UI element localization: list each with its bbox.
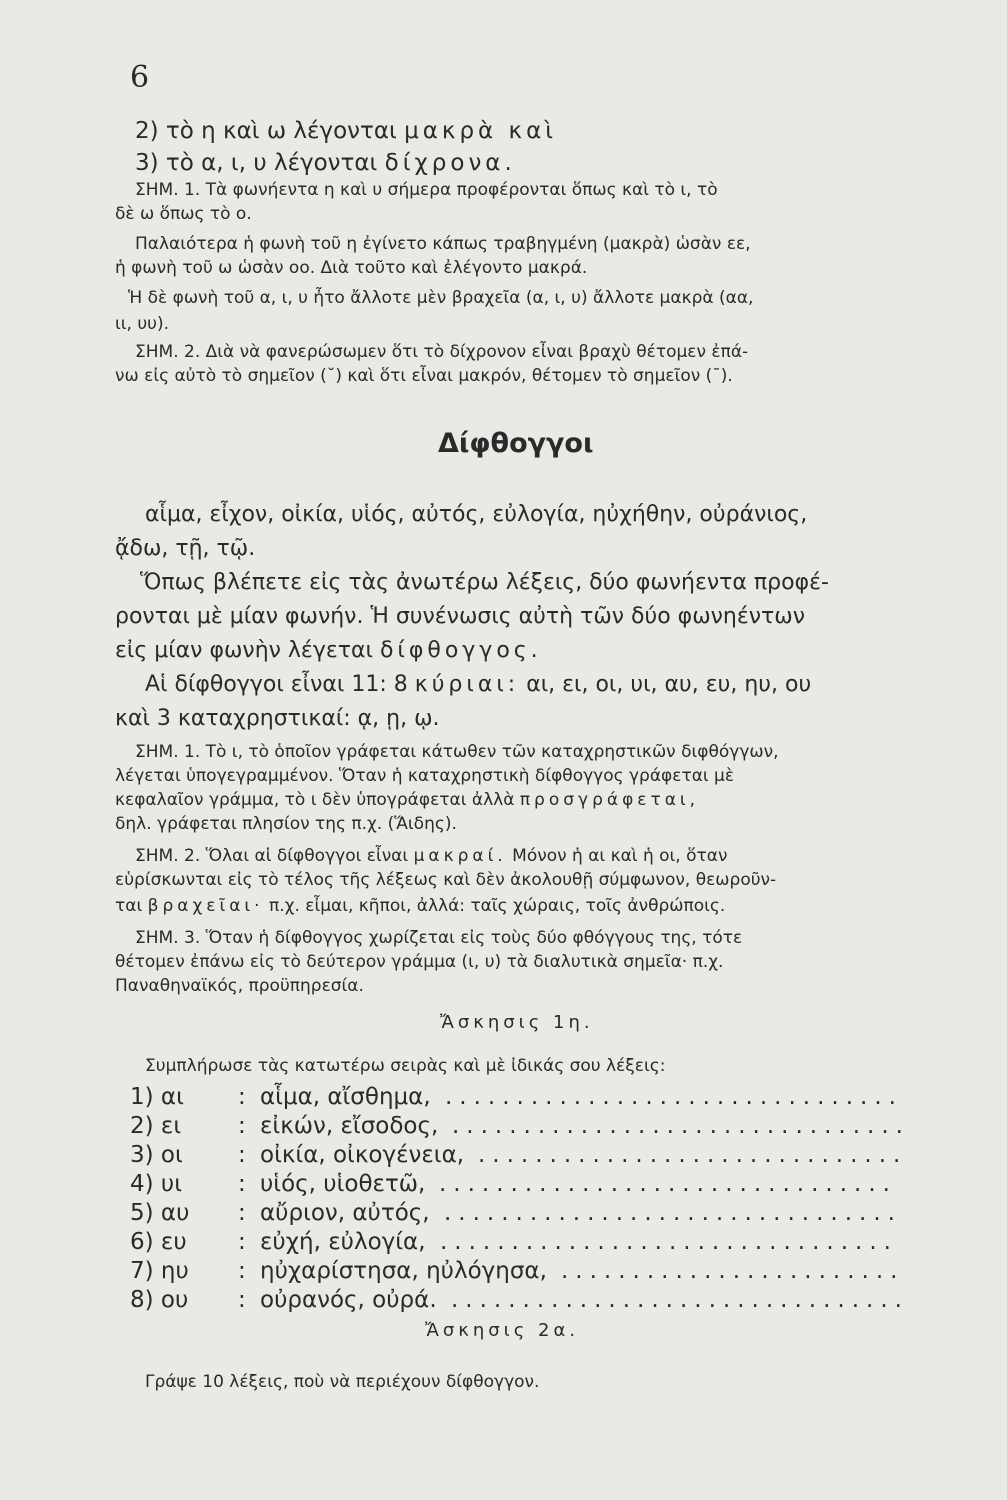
- note-5-line-2: θέτομεν ἐπάνω εἰς τὸ δεύτερον γράμμα (ι, υ) τὰ διαλυτικὰ σημεῖα· π.χ.: [115, 952, 724, 972]
- note-5-line-3: Παναθηναϊκός, προϋπηρεσία.: [115, 976, 364, 996]
- note-1-line-6: ιι, υυ).: [115, 314, 170, 334]
- exercise-row-label: 1) αι: [130, 1084, 184, 1110]
- exercise-row-words: ηὐχαρίστησα, ηὐλόγησα,: [260, 1258, 547, 1284]
- intro-line-3: 3) τὸ α, ι, υ λέγονται δίχρονα.: [135, 150, 516, 176]
- exercise-row: [130, 1142, 910, 1170]
- exercise-row-words: υἱός, υἱοθετῶ,: [260, 1171, 426, 1197]
- exercise-1-instruction: Συμπλήρωσε τὰς κατωτέρω σειρὰς καὶ μὲ ἰδικάς σου λέξεις:: [145, 1056, 666, 1076]
- note-2-line-1: ΣΗΜ. 2. Διὰ νὰ φανερώσωμεν ὅτι τὸ δίχρονον εἶναι βραχὺ θέτομεν ἐπά-: [135, 342, 749, 362]
- exercise-row-blank[interactable]: ..............................: [478, 1142, 908, 1168]
- exercise-row: [130, 1229, 910, 1257]
- exercise-row-label: 3) οι: [130, 1142, 183, 1168]
- exercise-row: [130, 1287, 910, 1315]
- body-line-4: ρονται μὲ μίαν φωνήν. Ἡ συνένωσις αὐτὴ τῶν δύο φωνηέντων: [115, 604, 805, 629]
- exercise-row-words: εἰκών, εἴσοδος,: [260, 1113, 439, 1139]
- exercise-row-colon: :: [238, 1287, 246, 1313]
- note-2-line-2: νω εἰς αὐτὸ τὸ σημεῖον (˘) καὶ ὅτι εἶναι μακρόν, θέτομεν τὸ σημεῖον (¯).: [115, 366, 733, 386]
- page-number: 6: [130, 60, 150, 95]
- body-line-6: Αἱ δίφθογγοι εἶναι 11: 8 κύριαι: αι, ει, οι, υι, αυ, ευ, ηυ, ου: [145, 672, 812, 697]
- exercise-row-colon: :: [238, 1084, 246, 1110]
- exercise-row-blank[interactable]: ................................: [445, 1084, 903, 1110]
- note-1-line-4: ἡ φωνὴ τοῦ ω ὡσὰν οο. Διὰ τοῦτο καὶ ἐλέγοντο μακρά.: [115, 258, 588, 278]
- exercise-row: [130, 1084, 910, 1112]
- exercise-row-blank[interactable]: ................................: [444, 1200, 902, 1226]
- exercise-row: [130, 1171, 910, 1199]
- note-1-line-1: ΣΗΜ. 1. Τὰ φωνήεντα η καὶ υ σήμερα προφέρονται ὅπως καὶ τὸ ι, τὸ: [135, 180, 718, 200]
- note-5-line-1: ΣΗΜ. 3. Ὅταν ἡ δίφθογγος χωρίζεται εἰς τοὺς δύο φθόγγους της, τότε: [135, 928, 743, 948]
- exercise-row-label: 8) ου: [130, 1287, 189, 1313]
- body-line-5: εἰς μίαν φωνὴν λέγεται δίφθογγος.: [115, 638, 542, 663]
- exercise-row-words: αἷμα, αἴσθημα,: [260, 1084, 431, 1110]
- body-line-2: ᾄδω, τῇ, τῷ.: [115, 536, 256, 561]
- exercise-row-colon: :: [238, 1258, 246, 1284]
- exercise-row-words: εὐχή, εὐλογία,: [260, 1229, 426, 1255]
- exercise-row: [130, 1258, 910, 1286]
- exercise-row-blank[interactable]: ................................: [452, 1113, 910, 1139]
- note-3-line-4: δηλ. γράφεται πλησίον της π.χ. (Ἅιδης).: [115, 814, 457, 834]
- note-4-line-3: ται βραχεῖαι· π.χ. εἶμαι, κῆποι, ἀλλά: ταῖς χώραις, τοῖς ἀνθρώποις.: [115, 896, 726, 916]
- exercise-row-words: οὐρανός, οὐρά.: [260, 1287, 437, 1313]
- note-1-line-3: Παλαιότερα ἡ φωνὴ τοῦ η ἐγίνετο κάπως τραβηγμένη (μακρὰ) ὡσὰν εε,: [135, 234, 751, 254]
- exercise-row-colon: :: [238, 1113, 246, 1139]
- exercise-2-heading: Ἄσκησις 2α.: [425, 1320, 580, 1341]
- section-title: Δίφθογγοι: [438, 428, 594, 459]
- exercise-row: [130, 1200, 910, 1228]
- body-line-3: Ὅπως βλέπετε εἰς τὰς ἀνωτέρω λέξεις, δύο φωνήεντα προφέ-: [140, 570, 829, 595]
- exercise-row-blank[interactable]: ........................: [561, 1258, 905, 1284]
- exercise-row-blank[interactable]: ................................: [451, 1287, 909, 1313]
- body-line-7: καὶ 3 καταχρηστικαί: ᾳ, ῃ, ῳ.: [115, 706, 440, 731]
- exercise-row-words: αὔριον, αὐτός,: [260, 1200, 430, 1226]
- intro-line-2: 2) τὸ η καὶ ω λέγονται μακρὰ καὶ: [135, 118, 558, 144]
- exercise-row-colon: :: [238, 1142, 246, 1168]
- note-4-line-1: ΣΗΜ. 2. Ὅλαι αἱ δίφθογγοι εἶναι μακραί. Μόνον ἡ αι καὶ ἡ οι, ὅταν: [135, 846, 728, 866]
- exercise-row-label: 2) ει: [130, 1113, 182, 1139]
- note-4-line-2: εὑρίσκωνται εἰς τὸ τέλος τῆς λέξεως καὶ δὲν ἀκολουθῇ σύμφωνον, θεωροῦν-: [115, 870, 777, 890]
- exercise-row-colon: :: [238, 1229, 246, 1255]
- exercise-row-label: 4) υι: [130, 1171, 183, 1197]
- note-1-line-2: δὲ ω ὅπως τὸ ο.: [115, 204, 252, 224]
- exercise-row-label: 5) αυ: [130, 1200, 190, 1226]
- note-3-line-1: ΣΗΜ. 1. Τὸ ι, τὸ ὁποῖον γράφεται κάτωθεν τῶν καταχρηστικῶν διφθόγγων,: [135, 742, 779, 762]
- note-3-line-2: λέγεται ὑπογεγραμμένον. Ὅταν ἡ καταχρηστικὴ δίφθογγος γράφεται μὲ: [115, 766, 735, 786]
- exercise-row: [130, 1113, 910, 1141]
- exercise-1-heading: Ἄσκησις 1η.: [440, 1012, 594, 1033]
- exercise-row-colon: :: [238, 1200, 246, 1226]
- exercise-row-label: 7) ηυ: [130, 1258, 189, 1284]
- exercise-row-blank[interactable]: ................................: [439, 1171, 897, 1197]
- exercise-row-blank[interactable]: ................................: [440, 1229, 898, 1255]
- exercise-row-colon: :: [238, 1171, 246, 1197]
- exercise-row-words: οἰκία, οἰκογένεια,: [260, 1142, 465, 1168]
- note-3-line-3: κεφαλαῖον γράμμα, τὸ ι δὲν ὑπογράφεται ἀλλὰ προσγράφεται,: [115, 790, 700, 810]
- exercise-row-label: 6) ευ: [130, 1229, 187, 1255]
- body-line-1: αἷμα, εἶχον, οἰκία, υἱός, αὐτός, εὐλογία, ηὐχήθην, οὐράνιος,: [145, 502, 808, 527]
- note-1-line-5: Ἡ δὲ φωνὴ τοῦ α, ι, υ ἦτο ἄλλοτε μὲν βραχεῖα (α, ι, υ) ἄλλοτε μακρὰ (αα,: [128, 288, 754, 308]
- exercise-2-instruction: Γράψε 10 λέξεις, ποὺ νὰ περιέχουν δίφθογγον.: [145, 1372, 540, 1392]
